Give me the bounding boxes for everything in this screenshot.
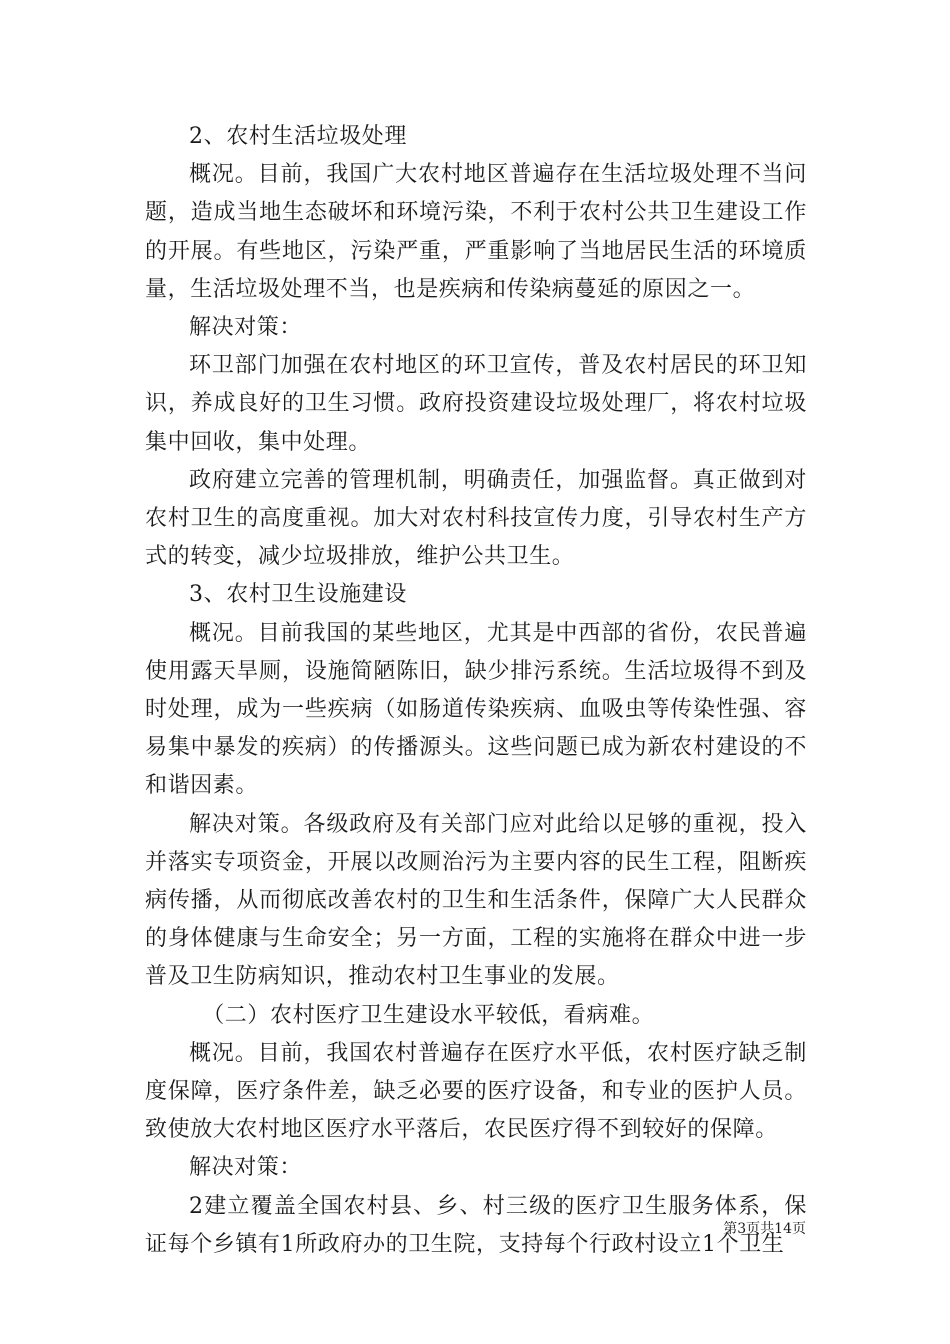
document-body (145, 118, 807, 1264)
body-paragraph: 政府建立完善的管理机制，明确责任，加强监督。真正做到对农村卫生的高度重视。加大对农村科技宣传力度，引导农村生产方式的转变，减少垃圾排放，维护公共卫生。 (145, 467, 807, 570)
section-heading: 2、农村生活垃圾处理 (189, 124, 407, 149)
body-paragraph: 概况。目前，我国广大农村地区普遍存在生活垃圾处理不当问题，造成当地生态破坏和环境污染，不利于农村公共卫生建设工作的开展。有些地区，污染严重，严重影响了当地居民生活的环境质量，生活垃圾处理不当，也是疾病和传染病蔓延的原因之一。 (145, 162, 807, 302)
body-paragraph: 解决对策： (189, 315, 303, 341)
section-heading: （二）农村医疗卫生建设水平较低，看病难。 (202, 1002, 655, 1028)
body-paragraph: 解决对策。各级政府及有关部门应对此给以足够的重视，投入并落实专项资金，开展以改厕治污为主要内容的民生工程，阻断疾病传播，从而彻底改善农村的卫生和生活条件，保障广大人民群众的身体健康与生命安全；另一方面，工程的实施将在群众中进一步普及卫生防病知识，推动农村卫生事业的发展。 (145, 811, 807, 990)
body-paragraph: 概况。目前，我国农村普遍存在医疗水平低，农村医疗缺乏制度保障，医疗条件差，缺乏必要的医疗设备，和专业的医护人员。致使放大农村地区医疗水平落后，农民医疗得不到较好的保障。 (145, 1040, 807, 1143)
body-paragraph: 概况。目前我国的某些地区，尤其是中西部的省份，农民普遍使用露天旱厕，设施简陋陈旧，缺少排污系统。生活垃圾得不到及时处理，成为一些疾病（如肠道传染疾病、血吸虫等传染性强、容易集中暴发的疾病）的传播源头。这些问题已成为新农村建设的不和谐因素。 (145, 620, 807, 799)
body-paragraph: 2建立覆盖全国农村县、乡、村三级的医疗卫生服务体系，保证每个乡镇有1所政府办的卫生院，支持每个行政村设立1个卫生 (145, 1193, 807, 1257)
body-paragraph: 环卫部门加强在农村地区的环卫宣传，普及农村居民的环卫知识，养成良好的卫生习惯。政府投资建设垃圾处理厂，将农村垃圾集中回收，集中处理。 (145, 353, 807, 455)
section-heading: 3、农村卫生设施建设 (189, 582, 407, 608)
body-paragraph: 解决对策： (189, 1155, 303, 1181)
page-number: 第3页共14页 (723, 1221, 806, 1237)
